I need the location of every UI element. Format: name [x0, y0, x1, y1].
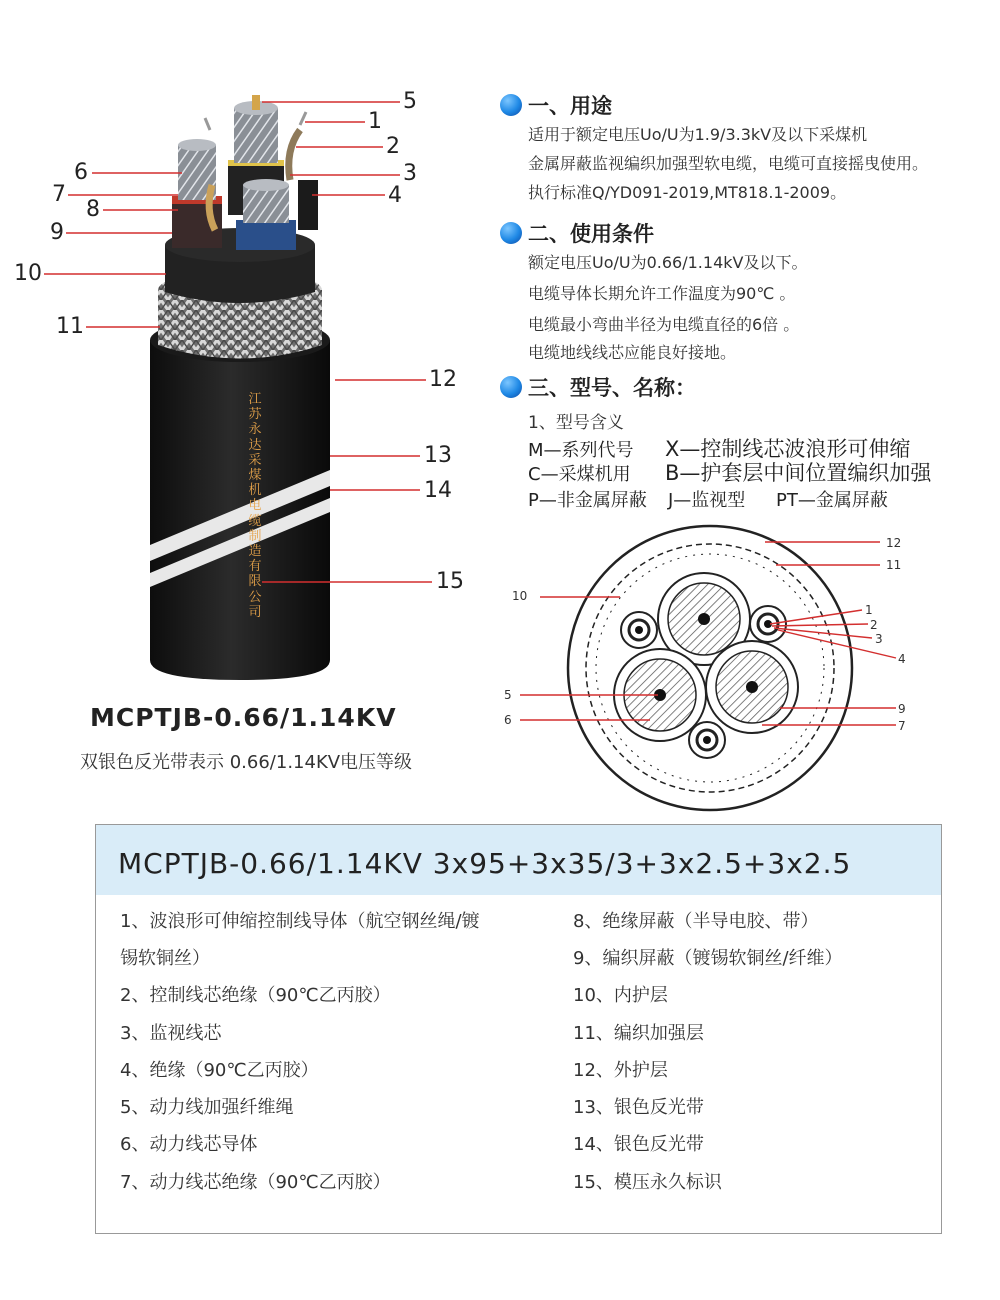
model-code: C—采煤机用 [528, 464, 631, 485]
section-title: 一、用途 [528, 94, 612, 118]
control-core-bottom [689, 722, 725, 758]
spec-item: 15、模压永久标识 [573, 1172, 722, 1193]
usage-line: 适用于额定电压Uo/U为1.9/3.3kV及以下采煤机 [528, 125, 868, 144]
cable-label-13: 13 [424, 443, 452, 468]
voltage-grade-caption: 双银色反光带表示 0.66/1.14KV电压等级 [80, 752, 413, 773]
cable-label-5: 5 [403, 89, 417, 114]
spec-item: 11、编织加强层 [573, 1023, 704, 1044]
spec-item: 6、动力线芯导体 [120, 1134, 258, 1155]
spec-item: 13、银色反光带 [573, 1097, 704, 1118]
cable-label-14: 14 [424, 478, 452, 503]
cable-label-1: 1 [368, 109, 382, 134]
model-code: X—控制线芯波浪形可伸缩 [665, 437, 911, 461]
cross-label-2: 2 [870, 618, 878, 632]
condition-line: 额定电压Uo/U为0.66/1.14kV及以下。 [528, 253, 808, 272]
spec-item: 12、外护层 [573, 1060, 668, 1081]
model-code: M—系列代号 [528, 440, 634, 461]
cable-label-7: 7 [52, 182, 66, 207]
power-core-right [706, 641, 798, 733]
cable-label-10: 10 [14, 261, 42, 286]
cross-label-6: 6 [504, 713, 512, 727]
cable-label-9: 9 [50, 220, 64, 245]
cable-model-caption: MCPTJB-0.66/1.14KV [90, 703, 397, 732]
usage-line: 金属屏蔽监视编织加强型软电缆，电缆可直接摇曳使用。 [528, 154, 929, 173]
power-core-left [172, 139, 222, 248]
cable-label-3: 3 [403, 161, 417, 186]
model-code: J—监视型 [668, 490, 746, 511]
condition-line: 电缆地线线芯应能良好接地。 [528, 343, 737, 362]
spec-table [95, 824, 942, 1234]
cross-label-3: 3 [875, 632, 883, 646]
cross-label-7: 7 [898, 719, 906, 733]
cross-label-4: 4 [898, 652, 906, 666]
cross-label-10: 10 [512, 589, 528, 603]
cable-label-11: 11 [56, 314, 84, 339]
outer-jacket [150, 318, 330, 680]
spec-item: 10、内护层 [573, 985, 668, 1006]
spec-title: MCPTJB-0.66/1.14KV 3x95+3x35/3+3x2.5+3x2.5 [118, 847, 852, 880]
model-subtitle: 1、型号含义 [528, 413, 624, 433]
cross-label-5: 5 [504, 688, 512, 702]
control-core-left [621, 612, 657, 648]
spec-item: 4、绝缘（90℃乙丙胶） [120, 1060, 319, 1081]
cable-label-2: 2 [386, 134, 400, 159]
condition-line: 电缆导体长期允许工作温度为90℃ 。 [528, 284, 796, 303]
cable-label-8: 8 [86, 197, 100, 222]
usage-line: 执行标准Q/YD091-2019,MT818.1-2009。 [528, 183, 847, 202]
spec-item: 9、编织屏蔽（镀锡软铜丝/纤维） [573, 948, 843, 969]
model-code: P—非金属屏蔽 [528, 490, 647, 511]
spec-item: 7、动力线芯绝缘（90℃乙丙胶） [120, 1172, 391, 1193]
model-code: PT—金属屏蔽 [776, 490, 888, 511]
spec-item: 2、控制线芯绝缘（90℃乙丙胶） [120, 985, 391, 1006]
cross-label-9: 9 [898, 702, 906, 716]
embossed-company-marking: 江苏永达采煤机电缆制造有限公司 [248, 392, 262, 620]
condition-line: 电缆最小弯曲半径为电缆直径的6倍 。 [528, 315, 800, 334]
spec-item: 14、银色反光带 [573, 1134, 704, 1155]
section-title: 二、使用条件 [528, 222, 654, 246]
cross-label-11: 11 [886, 558, 902, 572]
cable-label-4: 4 [388, 183, 402, 208]
cross-label-12: 12 [886, 536, 902, 550]
spec-item: 8、绝缘屏蔽（半导电胶、带） [573, 911, 819, 932]
power-core-right [236, 179, 296, 250]
control-core-right [750, 606, 786, 642]
spec-header [96, 825, 941, 895]
bullet-icon [500, 222, 522, 244]
cable-label-15: 15 [436, 569, 464, 594]
spec-item: 3、监视线芯 [120, 1023, 222, 1044]
cross-section-diagram [500, 520, 920, 820]
cable-label-6: 6 [74, 160, 88, 185]
cross-label-1: 1 [865, 603, 873, 617]
bullet-icon [500, 94, 522, 116]
spec-item: 1、波浪形可伸缩控制线导体（航空钢丝绳/镀 [120, 911, 480, 932]
section-title: 三、型号、名称： [528, 376, 696, 400]
spec-item: 5、动力线加强纤维绳 [120, 1097, 294, 1118]
spec-item: 锡软铜丝） [120, 948, 210, 969]
bullet-icon [500, 376, 522, 398]
model-code: B—护套层中间位置编织加强 [665, 461, 932, 485]
cable-label-12: 12 [429, 367, 457, 392]
